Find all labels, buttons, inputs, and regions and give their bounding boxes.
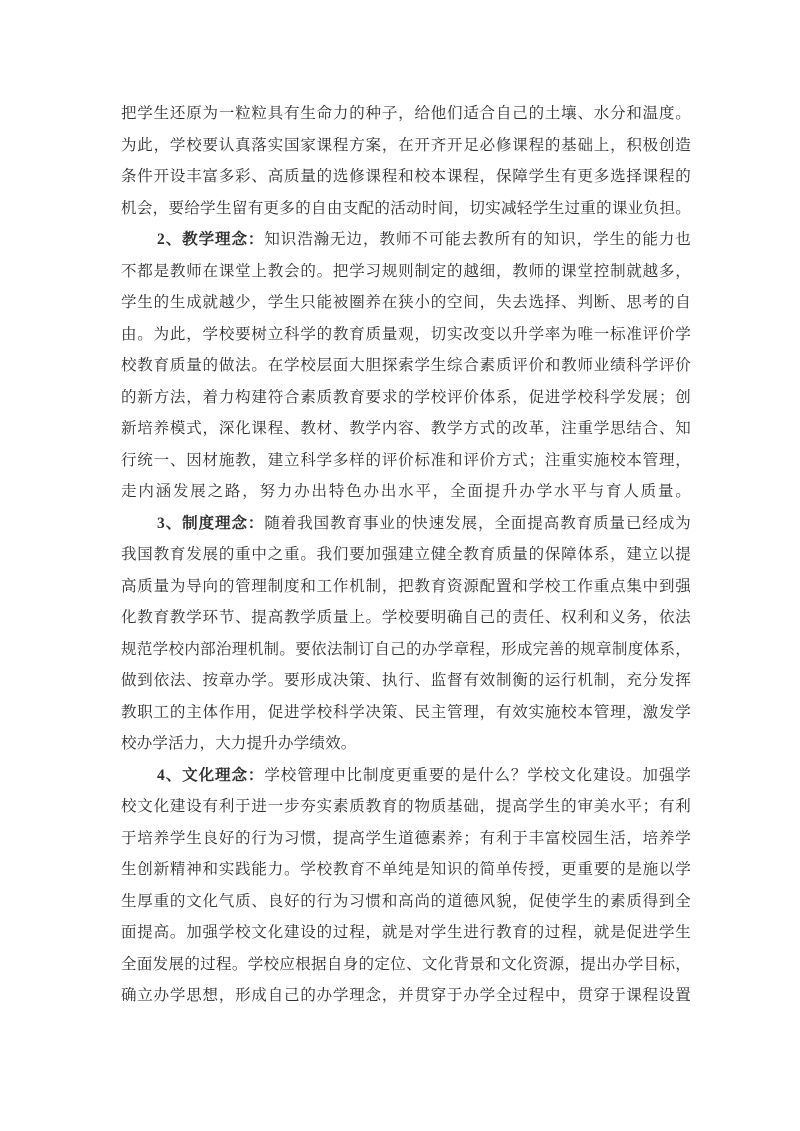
line-text: 面提高。加强学校文化建设的过程，就是对学生进行教育的过程，就是促进学生 [121,924,691,941]
paragraph-4-culture-philosophy [121,760,691,1012]
text-line [121,98,691,130]
text-line [121,728,691,760]
text-line [121,319,691,351]
text-line [121,602,691,634]
line-text: 全面发展的过程。学校应根据自身的定位、文化背景和文化资源，提出办学目标， [121,955,691,973]
text-line [121,287,691,319]
text-line [121,539,691,571]
line-text: 校教育质量的做法。在学校层面大胆探索学生综合素质评价和教师业绩科学评价 [121,357,691,374]
text-line [121,760,691,792]
line-text: 学生的生成就越少，学生只能被圈养在狭小的空间，失去选择、判断、思考的自 [121,294,691,311]
line-text: 新培养模式，深化课程、教材、教学内容、教学方式的改革，注重学思结合、知 [121,420,691,437]
text-line [121,476,691,508]
line-text: 化教育教学环节、提高教学质量上。学校要明确自己的责任、权利和义务，依法 [121,609,691,626]
line-text: 于培养学生良好的行为习惯，提高学生道德素养；有利于丰富校园生活，培养学 [121,829,691,847]
line-text: 生厚重的文化气质、良好的行为习惯和高尚的道德风貌，促使学生的素质得到全 [121,892,691,910]
line-text: 生创新精神和实践能力。学校教育不单纯是知识的简单传授，更重要的是施以学 [121,861,691,878]
text-line [121,823,691,855]
paragraph-heading: 2、教学理念： [157,231,265,248]
text-line [121,161,691,193]
text-line [121,130,691,162]
text-line [121,413,691,445]
line-text: 条件开设丰富多彩、高质量的选修课程和校本课程，保障学生有更多选择课程的 [121,168,691,185]
line-text: 校文化建设有利于进一步夯实素质教育的物质基础，提高学生的审美水平；有利 [121,798,691,815]
line-text: 由。为此，学校要树立科学的教育质量观，切实改变以升学率为唯一标准评价学 [121,325,691,343]
text-line [121,980,691,1012]
paragraph-1-continuation [121,98,691,224]
line-text: 把学生还原为一粒粒具有生命力的种子，给他们适合自己的土壤、水分和温度。 [121,105,691,122]
paragraph-2-teaching-philosophy [121,224,691,508]
text-line [121,508,691,540]
text-line [121,445,691,477]
paragraph-heading: 3、制度理念： [157,514,265,532]
text-block [121,98,691,1012]
line-text: 不都是教师在课堂上教会的。把学习规则制定的越细，教师的课堂控制就越多， [121,262,691,280]
line-text: 高质量为导向的管理制度和工作机制，把教育资源配置和学校工作重点集中到强 [121,577,691,595]
text-line [121,256,691,288]
line-text: 学校管理中比制度更重要的是什么？学校文化建设。加强学 [264,766,691,784]
text-line [121,571,691,603]
line-text: 确立办学思想，形成自己的办学理念，并贯穿于办学全过程中，贯穿于课程设置 [121,987,691,1004]
line-text: 校办学活力，大力提升办学绩效。 [121,735,357,752]
text-line [121,917,691,949]
line-text: 走内涵发展之路，努力办出特色办出水平，全面提升办学水平与育人质量。 [121,483,691,500]
text-line [121,791,691,823]
text-line [121,697,691,729]
text-line [121,886,691,918]
line-text: 行统一、因材施教，建立科学多样的评价标准和评价方式；注重实施校本管理， [121,451,691,469]
text-line [121,224,691,256]
text-line [121,854,691,886]
text-line [121,350,691,382]
line-text: 随着我国教育事业的快速发展，全面提高教育质量已经成为 [264,514,691,532]
text-line [121,193,691,225]
line-text: 规范学校内部治理机制。要依法制订自己的办学章程，形成完善的规章制度体系， [121,640,691,658]
line-text: 机会，要给学生留有更多的自由支配的活动时间，切实减轻学生过重的课业负担。 [121,199,691,217]
paragraph-heading: 4、文化理念： [157,766,265,784]
text-line [121,949,691,981]
line-text: 为此，学校要认真落实国家课程方案，在开齐开足必修课程的基础上，积极创造 [121,136,691,154]
line-text: 的新方法，着力构建符合素质教育要求的学校评价体系，促进学校科学发展；创 [121,388,691,406]
line-text: 教职工的主体作用，促进学校科学决策、民主管理，有效实施校本管理，激发学 [121,703,691,721]
line-text: 我国教育发展的重中之重。我们要加强建立健全教育质量的保障体系，建立以提 [121,546,691,563]
text-line [121,634,691,666]
line-text: 知识浩瀚无边，教师不可能去教所有的知识，学生的能力也 [264,231,691,248]
text-line [121,382,691,414]
paragraph-3-system-philosophy [121,508,691,760]
text-line [121,665,691,697]
line-text: 做到依法、按章办学。要形成决策、执行、监督有效制衡的运行机制，充分发挥 [121,672,691,689]
